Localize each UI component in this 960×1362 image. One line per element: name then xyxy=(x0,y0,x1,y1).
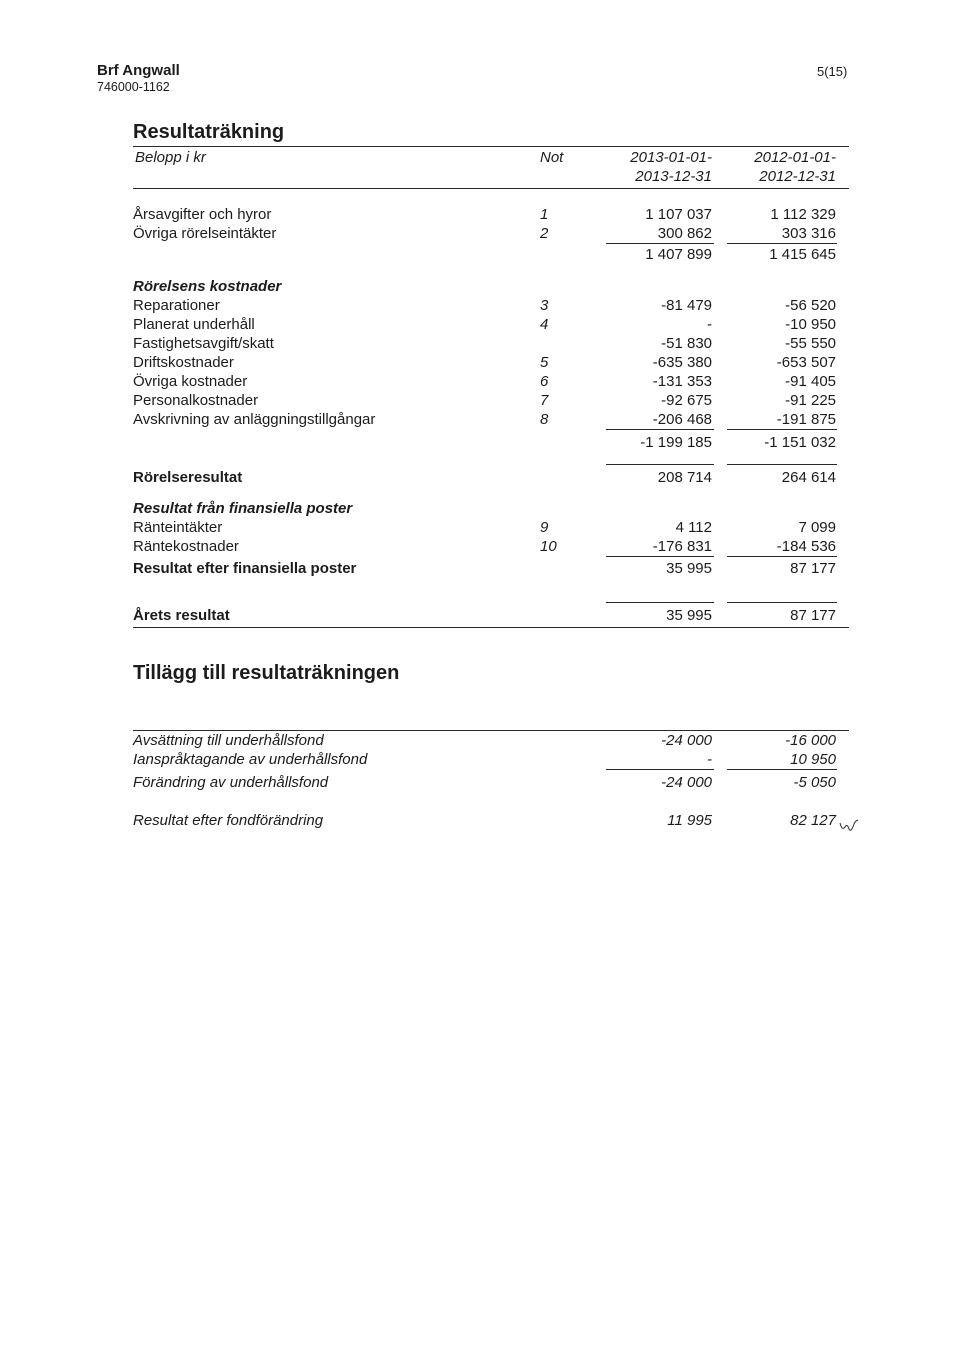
row-value-2012: 87 177 xyxy=(790,560,836,577)
section-heading: Rörelsens kostnader xyxy=(133,278,282,295)
row-value-2013: 35 995 xyxy=(666,607,712,624)
row-value-2013: -81 479 xyxy=(661,297,712,314)
row-note: 7 xyxy=(540,392,549,409)
row-value-2012: -91 405 xyxy=(785,373,836,390)
income-statement-title: Resultaträkning xyxy=(133,121,285,143)
row-note: 4 xyxy=(540,316,549,333)
statement-row-annual-fees xyxy=(0,206,960,225)
row-note: 1 xyxy=(540,206,549,223)
row-value-2012: 264 614 xyxy=(781,469,836,486)
row-value-2012: -55 550 xyxy=(785,335,836,352)
statement-row-costs-total xyxy=(0,434,960,453)
row-value-2013: 4 112 xyxy=(675,519,712,536)
row-value-2012: -10 950 xyxy=(785,316,836,333)
subtotal-rule-2012 xyxy=(727,429,837,430)
col-2012-header-start: 2012-01-01- xyxy=(754,149,836,166)
col-2013-header-start: 2013-01-01- xyxy=(630,149,712,166)
row-label: Fastighetsavgift/skatt xyxy=(133,335,274,352)
total-rule-2012 xyxy=(727,602,837,603)
subtotal-rule-2013 xyxy=(606,429,714,430)
amount-unit-label: Belopp i kr xyxy=(135,149,206,166)
row-value-2013: 208 714 xyxy=(657,469,712,486)
row-value-2012: -5 050 xyxy=(793,774,836,791)
supplement-title: Tillägg till resultaträkningen xyxy=(133,662,400,684)
row-label: Årsavgifter och hyror xyxy=(133,206,272,223)
statement-row-property-tax xyxy=(0,335,960,354)
subtotal-rule-2013 xyxy=(606,769,714,770)
statement-row-operating-expenses xyxy=(0,354,960,373)
row-label: Avsättning till underhållsfond xyxy=(133,732,324,749)
row-value-2013: - xyxy=(707,316,712,333)
row-value-2013: 300 862 xyxy=(657,225,712,242)
row-value-2012: 1 415 645 xyxy=(769,246,836,263)
row-value-2013: -131 353 xyxy=(652,373,712,390)
total-rule-2013 xyxy=(606,464,714,465)
col-2013-header-end: 2013-12-31 xyxy=(635,168,712,185)
row-note: 6 xyxy=(540,373,549,390)
row-note: 8 xyxy=(540,411,549,428)
row-label: Ränteintäkter xyxy=(133,519,223,536)
row-value-2013: -1 199 185 xyxy=(640,434,712,451)
row-value-2012: -16 000 xyxy=(785,732,836,749)
row-value-2013: 1 107 037 xyxy=(645,206,712,223)
statement-row-revenue-total xyxy=(0,246,960,265)
row-note: 5 xyxy=(540,354,549,371)
row-value-2013: - xyxy=(707,751,712,768)
row-value-2012: 7 099 xyxy=(798,519,836,536)
row-note: 10 xyxy=(540,538,557,555)
row-value-2012: -56 520 xyxy=(785,297,836,314)
row-value-2013: -24 000 xyxy=(661,774,712,791)
subtotal-rule-2012 xyxy=(727,556,837,557)
statement-row-planned-maintenance xyxy=(0,316,960,335)
row-label: Reparationer xyxy=(133,297,220,314)
row-label: Övriga kostnader xyxy=(133,373,248,390)
row-value-2012: -191 875 xyxy=(776,411,836,428)
subtotal-rule-2013 xyxy=(606,556,714,557)
row-label: Räntekostnader xyxy=(133,538,239,555)
row-label: Resultat efter finansiella poster xyxy=(133,560,357,577)
statement-row-depreciation xyxy=(0,411,960,430)
statement-row-repairs xyxy=(0,297,960,316)
row-value-2012: -184 536 xyxy=(776,538,836,555)
total-rule-2013 xyxy=(606,602,714,603)
supplement-row-fund-change xyxy=(0,774,960,793)
row-value-2012: 303 316 xyxy=(781,225,836,242)
supplement-row-result-after-fund xyxy=(0,812,960,831)
statement-row-interest-income xyxy=(0,519,960,538)
row-label: Rörelseresultat xyxy=(133,469,243,486)
title-rule xyxy=(133,146,849,147)
supplement-row-fund-usage xyxy=(0,751,960,770)
row-value-2013: -206 468 xyxy=(652,411,712,428)
note-column-header: Not xyxy=(540,149,564,166)
section-heading-operating-costs xyxy=(0,278,960,297)
subtotal-rule-2012 xyxy=(727,243,837,244)
row-note: 9 xyxy=(540,519,549,536)
row-value-2013: -176 831 xyxy=(652,538,712,555)
row-label: Övriga rörelseintäkter xyxy=(133,225,277,242)
row-label: Ianspråktagande av underhållsfond xyxy=(133,751,368,768)
row-value-2012: 82 127 xyxy=(790,812,836,829)
row-value-2012: 87 177 xyxy=(790,607,836,624)
statement-row-year-result xyxy=(0,607,960,626)
page-number: 5(15) xyxy=(817,64,848,79)
row-value-2013: -635 380 xyxy=(652,354,712,371)
row-value-2013: -92 675 xyxy=(661,392,712,409)
row-value-2012: -1 151 032 xyxy=(764,434,836,451)
row-label: Förändring av underhållsfond xyxy=(133,774,329,791)
statement-row-operating-result xyxy=(0,469,960,488)
header-rule xyxy=(133,188,849,189)
col-2012-header-end: 2012-12-31 xyxy=(759,168,836,185)
row-value-2013: 1 407 899 xyxy=(645,246,712,263)
section-heading-financial-items xyxy=(0,500,960,519)
row-value-2013: -24 000 xyxy=(661,732,712,749)
row-value-2012: 10 950 xyxy=(790,751,836,768)
total-rule-2012 xyxy=(727,464,837,465)
row-value-2013: -51 830 xyxy=(661,335,712,352)
statement-row-other-operating-income xyxy=(0,225,960,244)
subtotal-rule-2013 xyxy=(606,243,714,244)
subtotal-rule-2012 xyxy=(727,769,837,770)
organization-number: 746000-1162 xyxy=(97,80,170,94)
row-value-2012: -653 507 xyxy=(776,354,836,371)
year-result-rule xyxy=(133,627,849,628)
row-value-2012: 1 112 329 xyxy=(770,206,836,223)
statement-row-interest-expenses xyxy=(0,538,960,557)
row-label: Planerat underhåll xyxy=(133,316,255,333)
row-value-2013: 35 995 xyxy=(666,560,712,577)
row-label: Årets resultat xyxy=(133,607,230,624)
organization-name: Brf Angwall xyxy=(97,62,180,79)
handwritten-initials-mark xyxy=(838,815,860,835)
row-note: 3 xyxy=(540,297,549,314)
supplement-row-fund-allocation xyxy=(0,732,960,751)
statement-row-personnel-costs xyxy=(0,392,960,411)
row-label: Driftskostnader xyxy=(133,354,234,371)
row-label: Resultat efter fondförändring xyxy=(133,812,324,829)
row-value-2013: 11 995 xyxy=(667,812,712,829)
row-label: Avskrivning av anläggningstillgångar xyxy=(133,411,376,428)
section-heading: Resultat från finansiella poster xyxy=(133,500,353,517)
statement-row-result-after-financial xyxy=(0,560,960,579)
statement-row-other-costs xyxy=(0,373,960,392)
row-value-2012: -91 225 xyxy=(785,392,836,409)
row-note: 2 xyxy=(540,225,549,242)
row-label: Personalkostnader xyxy=(133,392,259,409)
